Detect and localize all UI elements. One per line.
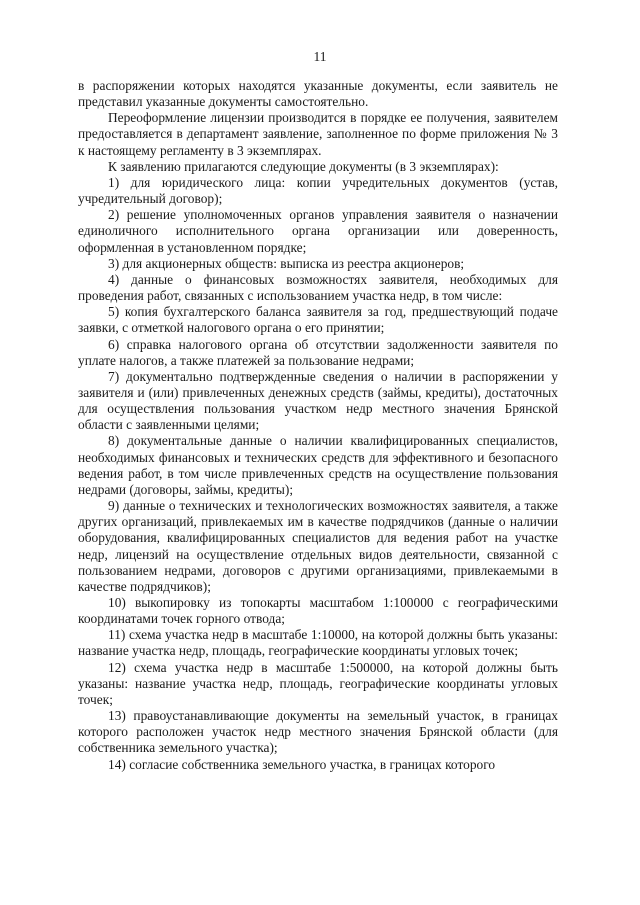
paragraph: 12) схема участка недр в масштабе 1:500000, на которой должны быть указаны: название участка недр, площадь, географические координаты угловых точек; — [78, 659, 558, 707]
paragraph: 8) документальные данные о наличии квалифицированных специалистов, необходимых финансовых и технических средств для эффективного и безопасного ведения работ, в том числе привлеченных средств на осуществление пользования недрами (договоры, займы, кредиты); — [78, 433, 558, 497]
paragraph: 11) схема участка недр в масштабе 1:10000, на которой должны быть указаны: название участка недр, площадь, географические координаты угловых точек; — [78, 627, 558, 659]
document-body — [78, 78, 558, 773]
paragraph: 14) согласие собственника земельного участка, в границах которого — [108, 756, 496, 772]
paragraph: 9) данные о технических и технологических возможностях заявителя, а также других организаций, привлекаемых им в качестве подрядчиков (данные о наличии оборудования, квалифицированных специалистов для ведения работ на участке недр, лицензий на осуществление отдельных видов деятельности, связанной с пользованием недрами, договоров с другими организациями, привлекаемыми в качестве подрядчиков); — [78, 498, 558, 594]
paragraph: в распоряжении которых находятся указанные документы, если заявитель не представил указанные документы самостоятельно. — [78, 78, 558, 110]
paragraph: 10) выкопировку из топокарты масштабом 1:100000 с географическими координатами точек горного отвода; — [78, 595, 558, 627]
paragraph: 13) правоустанавливающие документы на земельный участок, в границах которого расположен участок недр местного значения Брянской области (для собственника земельного участка); — [78, 708, 558, 756]
paragraph: 6) справка налогового органа об отсутствии задолженности заявителя по уплате налогов, а также платежей за пользование недрами; — [78, 336, 558, 368]
paragraph: 2) решение уполномоченных органов управления заявителя о назначении единоличного исполнительного органа организации или доверенность, оформленная в установленном порядке; — [78, 207, 558, 255]
paragraph: 7) документально подтвержденные сведения о наличии в распоряжении у заявителя и (или) привлеченных денежных средств (займы, кредиты), достаточных для осуществления пользования участком недр местного значения Брянской области с заявленными целями; — [78, 368, 558, 433]
paragraph: 4) данные о финансовых возможностях заявителя, необходимых для проведения работ, связанных с использованием участка недр, в том числе: — [78, 271, 558, 304]
paragraph: К заявлению прилагаются следующие документы (в 3 экземплярах): — [108, 158, 499, 174]
paragraph: Переоформление лицензии производится в порядке ее получения, заявителем предоставляется в департамент заявление, заполненное по форме приложения № 3 к настоящему регламенту в 3 экземплярах. — [78, 110, 558, 158]
paragraph: 1) для юридического лица: копии учредительных документов (устав, учредительный договор); — [78, 174, 558, 207]
paragraph: 3) для акционерных обществ: выписка из реестра акционеров; — [108, 255, 465, 271]
paragraph: 5) копия бухгалтерского баланса заявителя за год, предшествующий подаче заявки, с отметкой налогового органа о его принятии; — [78, 304, 558, 336]
page-number: 11 — [313, 49, 327, 64]
